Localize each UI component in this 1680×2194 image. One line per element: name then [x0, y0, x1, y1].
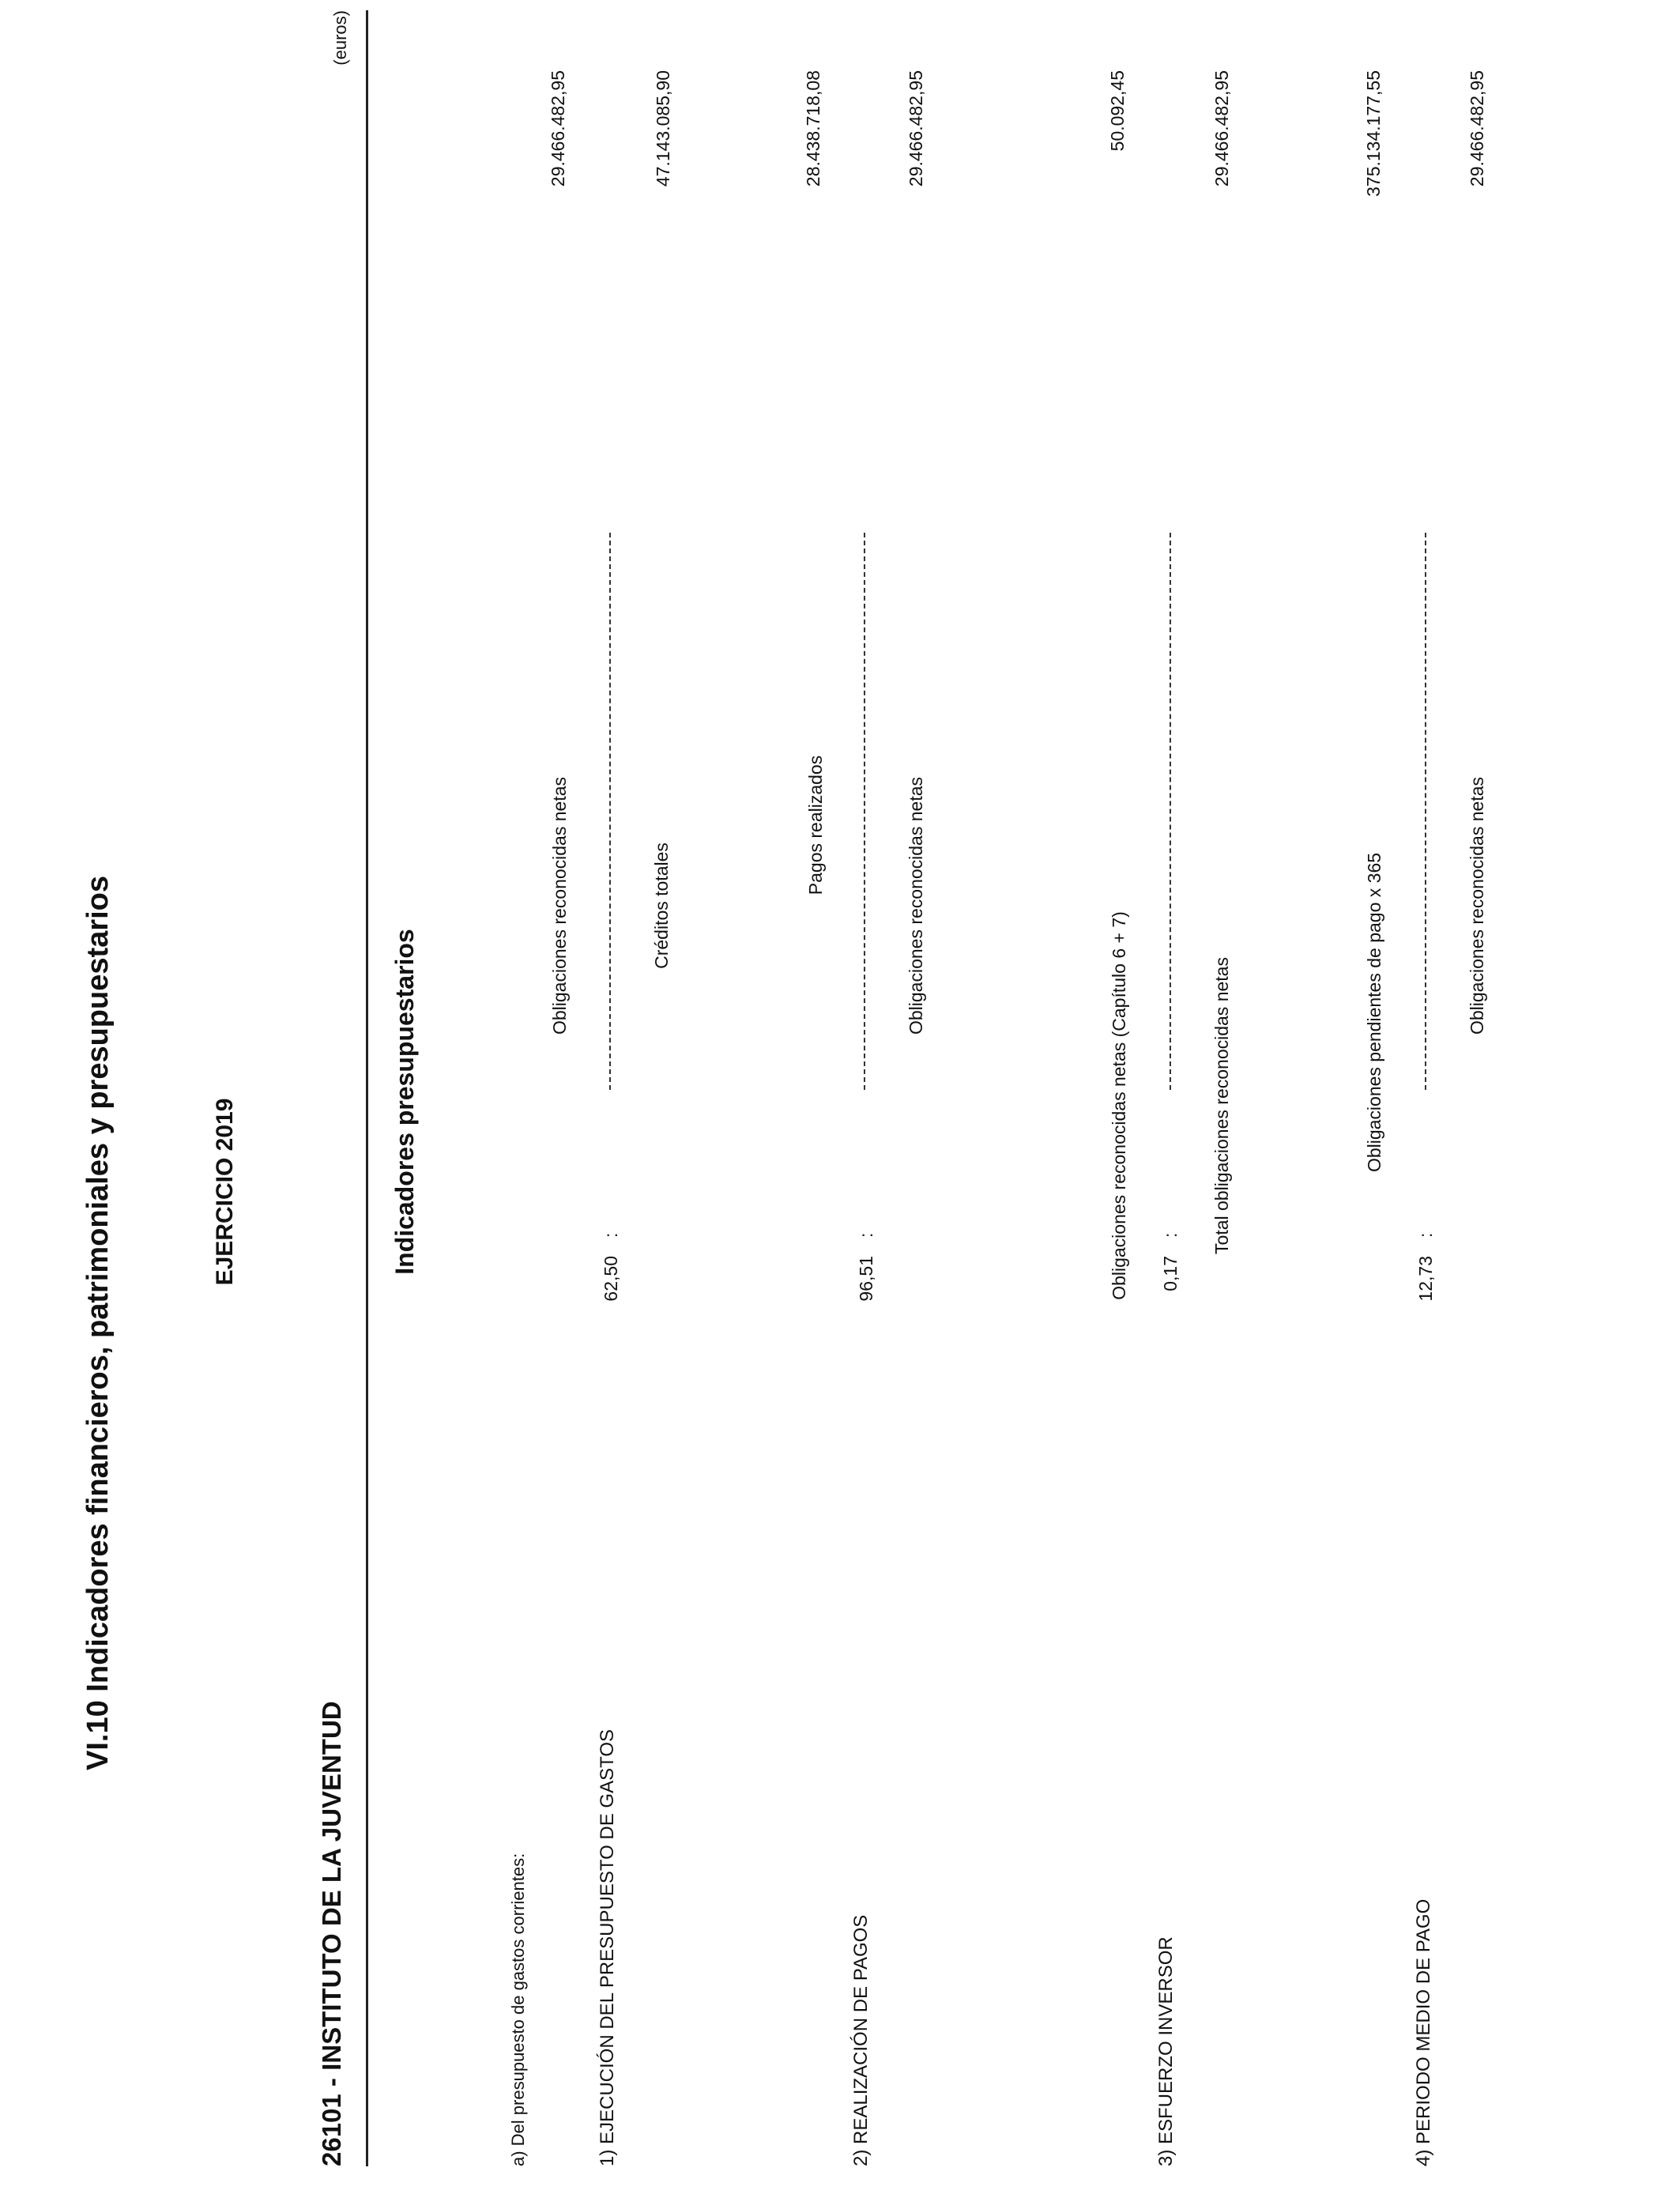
denominator-text: Obligaciones reconocidas netas [906, 776, 926, 1035]
fraction-line [1170, 533, 1171, 1090]
indicator-colon: : [601, 1232, 621, 1238]
indicator-value: 96,51 [856, 1256, 876, 1302]
numerator-amount: 375.134.177,55 [1363, 70, 1384, 197]
numerator-text: Obligaciones reconocidas netas (Capítulo 6 + 7) [1109, 911, 1129, 1300]
fraction-line [864, 533, 865, 1090]
indicator-label: 4) PERIODO MEDIO DE PAGO [1413, 1898, 1434, 2166]
denominator-text: Créditos totales [651, 843, 672, 969]
denominator-amount: 29.466.482,95 [1467, 70, 1487, 187]
denominator-text: Total obligaciones reconocidas netas [1211, 957, 1232, 1254]
denominator-text: Obligaciones reconocidas netas [1467, 776, 1487, 1035]
fraction-line [609, 533, 611, 1090]
indicator-value: 62,50 [601, 1256, 621, 1302]
intro-text: a) Del presupuesto de gastos corrientes: [508, 1853, 528, 2166]
section-title: Indicadores presupuestarios [390, 929, 419, 1275]
denominator-amount: 29.466.482,95 [906, 70, 926, 187]
fiscal-year-heading: EJERCICIO 2019 [212, 1098, 238, 1286]
numerator-text: Pagos realizados [805, 755, 826, 895]
numerator-amount: 29.466.482,95 [548, 70, 568, 187]
indicator-value: 0,17 [1160, 1256, 1181, 1291]
denominator-amount: 47.143.085,90 [653, 70, 673, 187]
report-title: VI.10 Indicadores financieros, patrimoniales y presupuestarios [81, 876, 115, 1770]
indicator-label: 1) EJECUCIÓN DEL PRESUPUESTO DE GASTOS [597, 1728, 618, 2166]
indicator-label: 2) REALIZACIÓN DE PAGOS [850, 1914, 872, 2166]
indicator-colon: : [1160, 1232, 1181, 1238]
numerator-amount: 28.438.718,08 [803, 70, 823, 187]
currency-unit: (euros) [330, 10, 350, 66]
entity-heading: 26101 - INSTITUTO DE LA JUVENTUD [317, 1701, 346, 2166]
header-rule [366, 10, 368, 2166]
numerator-text: Obligaciones pendientes de pago x 365 [1364, 852, 1384, 1173]
indicator-colon: : [856, 1232, 876, 1238]
indicator-value: 12,73 [1415, 1256, 1436, 1302]
numerator-amount: 50.092,45 [1107, 70, 1128, 152]
numerator-text: Obligaciones reconocidas netas [549, 776, 570, 1035]
denominator-amount: 29.466.482,95 [1211, 70, 1232, 187]
indicator-colon: : [1415, 1232, 1436, 1238]
indicator-label: 3) ESFUERZO INVERSOR [1155, 1936, 1177, 2166]
fraction-line [1425, 533, 1426, 1090]
